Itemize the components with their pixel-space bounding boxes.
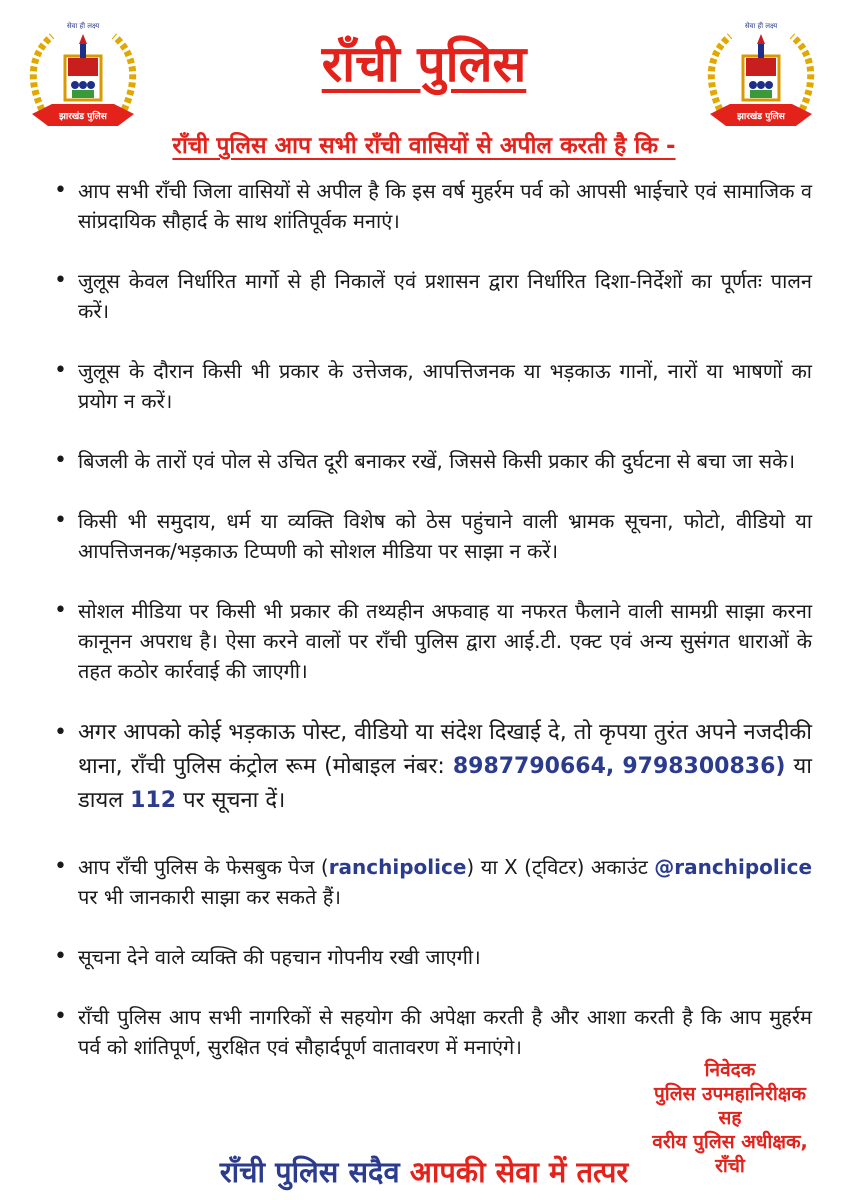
- social-middle-text: ) या X (ट्विटर) अकाउंट: [466, 855, 648, 879]
- list-item: • राँची पुलिस आप सभी नागरिकों से सहयोग की अपेक्षा करती है और आशा करती है कि आप मुहर्रम पर्व को शांतिपूर्ण, सुरक्षित एवं सौहार्दपूर्ण वातावरण में मनाएंगे।: [52, 1002, 812, 1062]
- list-item: • सूचना देने वाले व्यक्ति की पहचान गोपनीय रखी जाएगी।: [52, 942, 812, 972]
- helpline-text: अगर आपको कोई भड़काऊ पोस्ट, वीडियो या संदेश दिखाई दे, तो कृपया तुरंत अपने नजदीकी थाना, राँची पुलिस कंट्रोल रूम (मोबाइल नंबर:: [78, 720, 812, 779]
- signature-line: पुलिस उपमहानिरीक्षक: [653, 1083, 806, 1105]
- list-item: • किसी भी समुदाय, धर्म या व्यक्ति विशेष को ठेस पहुंचाने वाली भ्रामक सूचना, फोटो, वीडियो या आपत्तिजनक/भड़काऊ टिप्पणी को सोशल मीडिया पर साझा न करें।: [52, 506, 812, 566]
- social-item: [52, 852, 812, 912]
- phone-number-2: 9798300836): [622, 754, 786, 779]
- dial-number: 112: [130, 788, 177, 813]
- list-item: • सोशल मीडिया पर किसी भी प्रकार की तथ्यहीन अफवाह या नफरत फैलाने वाली सामग्री साझा करना कानूनन अपराध है। ऐसा करने वालों पर राँची पुलिस द्वारा आई.टी. एक्ट एवं अन्य सुसंगत धाराओं के तहत कठोर कार्रवाई की जाएगी।: [52, 596, 812, 686]
- signature-line: राँची: [715, 1155, 745, 1177]
- footer-slogan: [0, 1152, 848, 1191]
- phone-number-1: 8987790664,: [452, 754, 615, 779]
- list-item: • आप सभी राँची जिला वासियों से अपील है कि इस वर्ष मुहर्रम पर्व को आपसी भाईचारे एवं सामाजिक व सांप्रदायिक सौहार्द के साथ शांतिपूर्वक मनाएं।: [52, 176, 812, 236]
- logo-banner: झारखंड पुलिस: [59, 112, 107, 122]
- signature-line: निवेदक: [704, 1059, 756, 1081]
- list-item: • जुलूस केवल निर्धारित मार्गो से ही निकालें एवं प्रशासन द्वारा निर्धारित दिशा-निर्देशों का पूर्णतः पालन करें।: [52, 266, 812, 326]
- helpline-item: [52, 716, 812, 818]
- logo-motto: सेवा ही लक्ष्य: [66, 22, 100, 30]
- social-end-text: पर भी जानकारी साझा कर सकते हैं।: [78, 885, 341, 909]
- helpline-end-text: पर सूचना दें।: [183, 788, 286, 813]
- list-item: • बिजली के तारों एवं पोल से उचित दूरी बनाकर रखें, जिससे किसी प्रकार की दुर्घटना से बचा जा सके।: [52, 446, 812, 476]
- page-title: राँची पुलिस: [321, 35, 527, 93]
- signature-line: सह: [718, 1107, 742, 1129]
- facebook-handle: ranchipolice: [328, 855, 467, 879]
- logo-motto: सेवा ही लक्ष्य: [744, 22, 778, 30]
- helpline-dial-text: या डायल: [78, 754, 812, 813]
- logo-banner: झारखंड पुलिस: [737, 112, 785, 122]
- signature-line: वरीय पुलिस अधीक्षक,: [652, 1131, 808, 1153]
- twitter-handle: @ranchipolice: [654, 855, 813, 879]
- appeal-list: [52, 176, 812, 1092]
- footer-part-2: आपकी सेवा में तत्पर: [409, 1155, 629, 1189]
- list-item: • जुलूस के दौरान किसी भी प्रकार के उत्तेजक, आपत्तिजनक या भड़काऊ गानों, नारों या भाषणों का प्रयोग न करें।: [52, 356, 812, 416]
- footer-part-1: राँची पुलिस सदैव: [219, 1155, 400, 1189]
- page-subtitle: राँची पुलिस आप सभी राँची वासियों से अपील करती है कि -: [172, 133, 676, 159]
- social-text: आप राँची पुलिस के फेसबुक पेज (: [78, 855, 329, 879]
